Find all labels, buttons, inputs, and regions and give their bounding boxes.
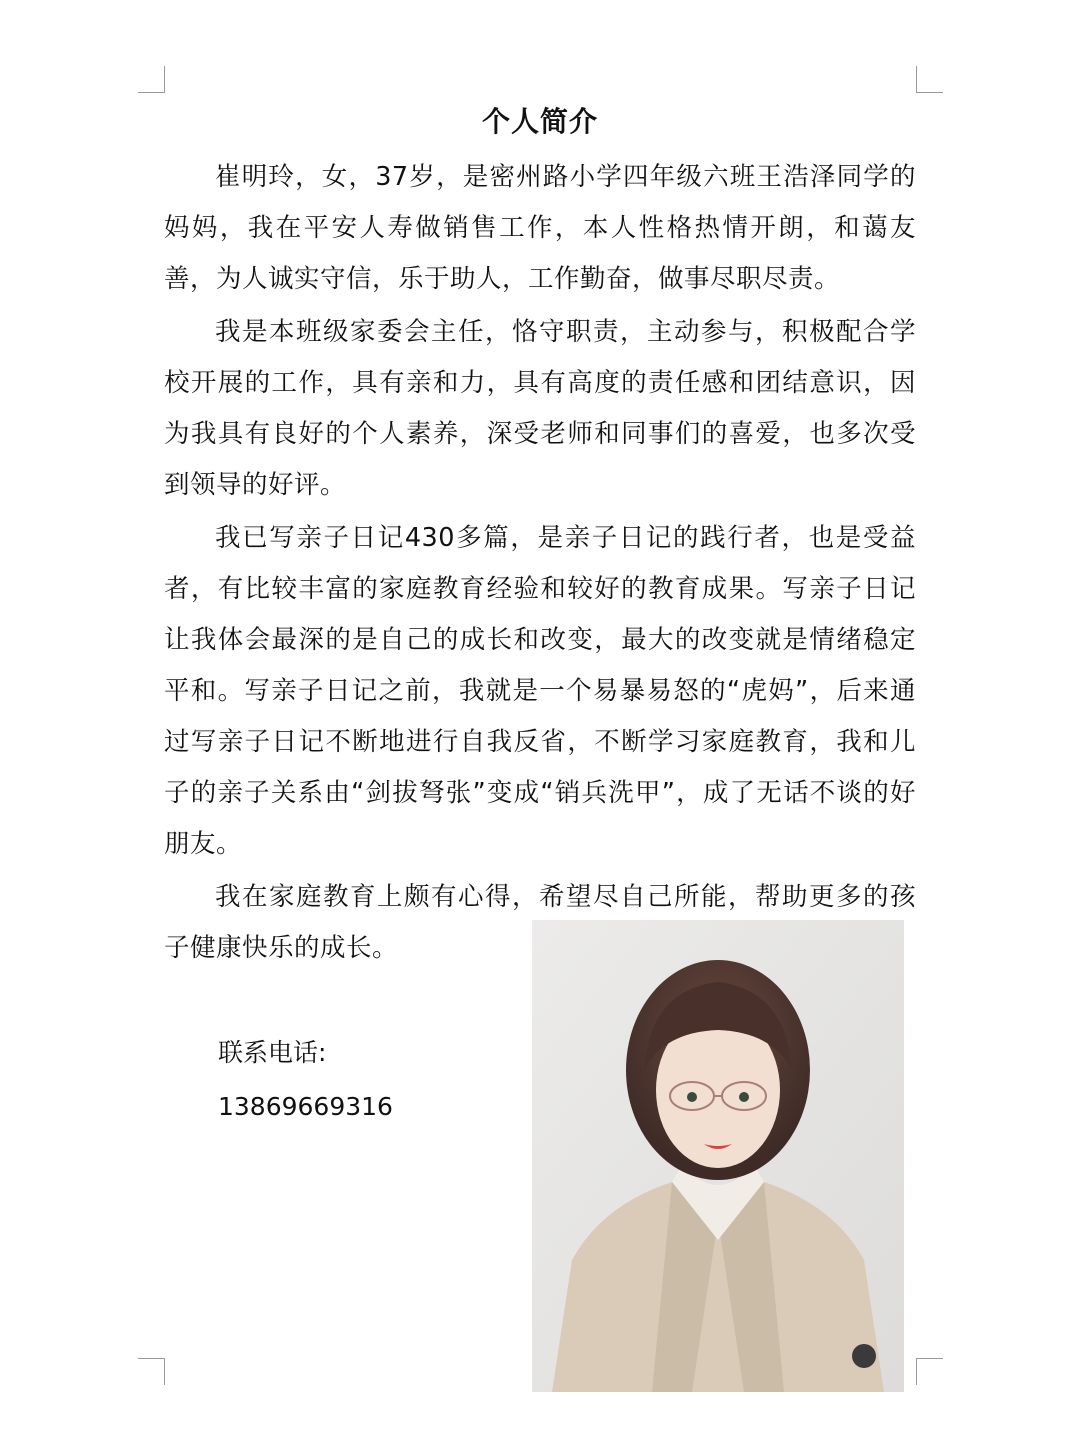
- contact-block: [218, 1026, 393, 1134]
- document-title: 个人简介: [481, 105, 598, 138]
- contact-phone: 13869669316: [218, 1092, 393, 1121]
- portrait-photo: [532, 920, 904, 1392]
- crop-mark-bottom-left: [138, 1358, 165, 1385]
- crop-mark-top-right: [916, 66, 943, 93]
- paragraph-intro: 崔明玲，女，37岁，是密州路小学四年级六班王浩泽同学的妈妈，我在平安人寿做销售工作，本人性格热情开朗，和蔼友善，为人诚实守信，乐于助人，工作勤奋，做事尽职尽责。: [164, 162, 916, 294]
- document-body: [164, 152, 916, 976]
- contact-label: 联系电话:: [218, 1038, 327, 1067]
- paragraph-closing: 我在家庭教育上颇有心得，希望尽自己所能，帮助更多的孩子健康快乐的成长。: [164, 882, 916, 963]
- paragraph-diary: 我已写亲子日记430多篇，是亲子日记的践行者，也是受益者，有比较丰富的家庭教育经验和较好的教育成果。写亲子日记让我体会最深的是自己的成长和改变，最大的改变就是情绪稳定平和。写亲子日记之前，我就是一个易暴易怒的“虎妈”，后来通过写亲子日记不断地进行自我反省，不断学习家庭教育，我和儿子的亲子关系由“剑拔弩张”变成“销兵洗甲”，成了无话不谈的好朋友。: [164, 523, 916, 859]
- crop-mark-bottom-right: [916, 1358, 943, 1385]
- paragraph-committee: 我是本班级家委会主任，恪守职责，主动参与，积极配合学校开展的工作，具有亲和力，具有高度的责任感和团结意识，因为我具有良好的个人素养，深受老师和同事们的喜爱，也多次受到领导的好评。: [164, 317, 916, 500]
- crop-mark-top-left: [138, 66, 165, 93]
